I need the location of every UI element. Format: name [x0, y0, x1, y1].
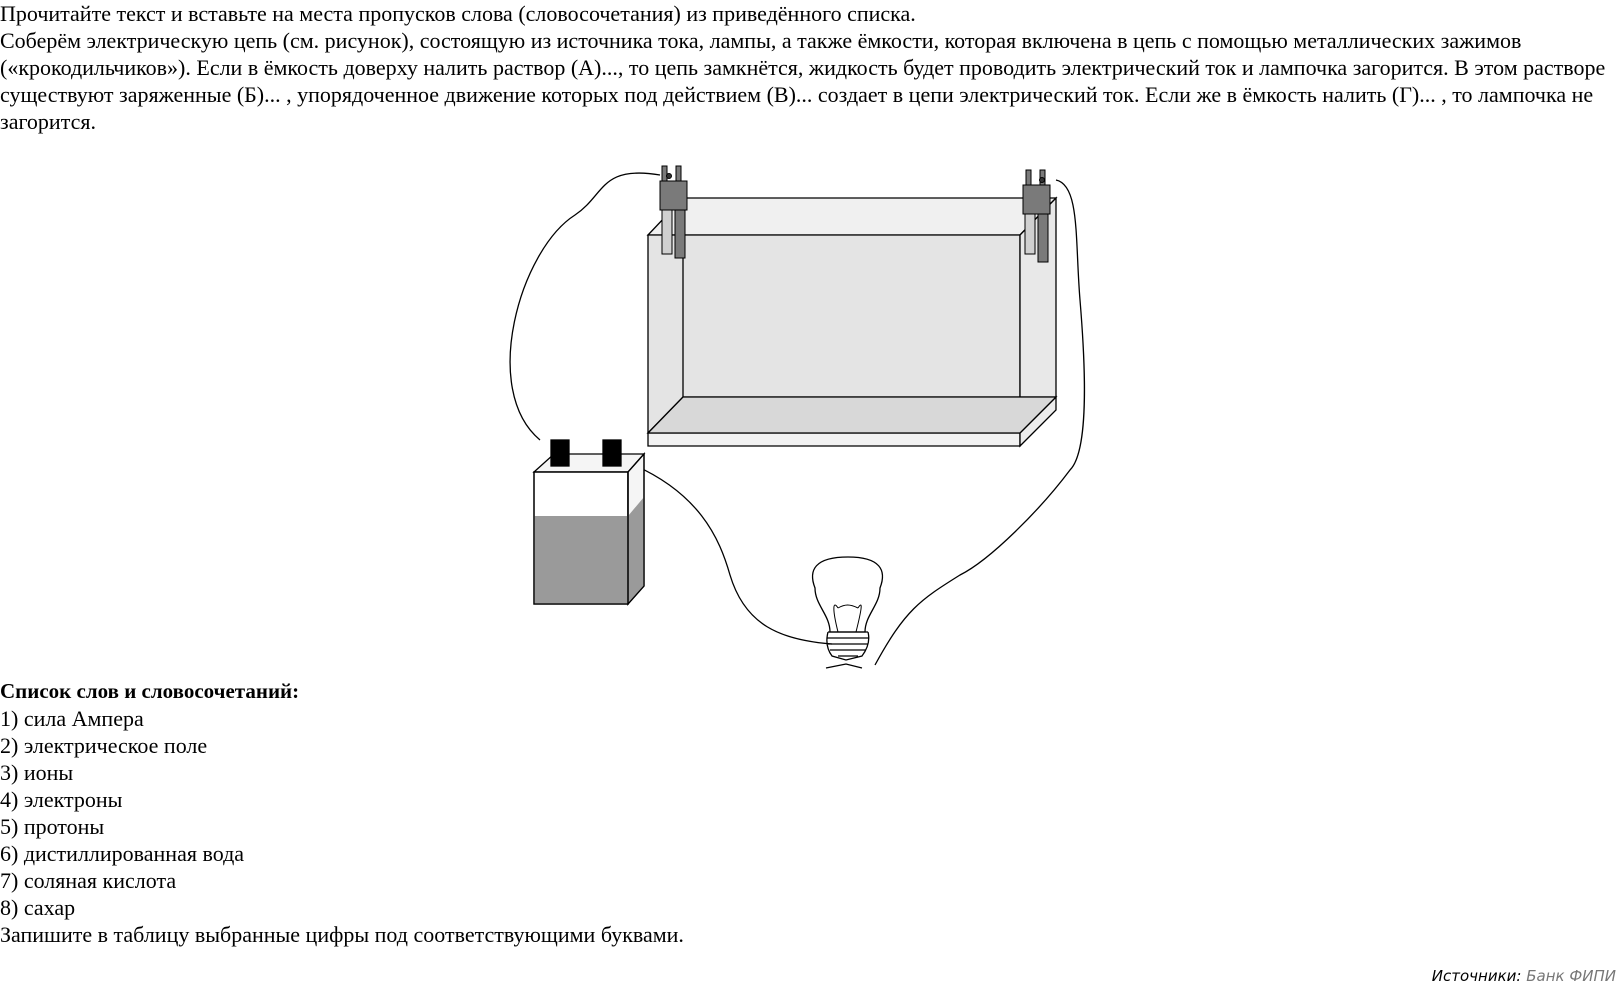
list-item: 3) ионы — [0, 760, 74, 785]
task-instruction: Прочитайте текст и вставьте на места пропусков слова (словосочетания) из приведённого списка. — [0, 1, 916, 26]
word-list-heading: Список слов и словосочетаний: — [0, 679, 300, 703]
source-label: Источники: — [1431, 967, 1522, 985]
closing-instruction: Запишите в таблицу выбранные цифры под соответствующими буквами. — [0, 922, 684, 947]
list-item: 4) электроны — [0, 787, 123, 812]
container — [648, 198, 1056, 446]
task-text — [0, 0, 1616, 135]
list-item: 2) электрическое поле — [0, 733, 208, 758]
list-item: 8) сахар — [0, 895, 76, 920]
wire-lamp-left — [622, 460, 832, 644]
word-list-items — [0, 705, 684, 921]
list-item: 6) дистиллированная вода — [0, 841, 245, 866]
lamp — [813, 557, 883, 668]
list-item: 7) соляная кислота — [0, 868, 177, 893]
battery — [534, 440, 644, 604]
source-line — [1432, 966, 1616, 986]
source-link[interactable]: Банк ФИПИ — [1526, 967, 1616, 985]
circuit-figure — [0, 140, 1616, 680]
wire-left — [510, 173, 660, 440]
task-paragraph: Соберём электрическую цепь (см. рисунок), состоящую из источника тока, лампы, а также ёмкости, которая включена в цепь с помощью металлических зажимов («крокодильчиков»). Если в ёмкость доверху налить раствор (А)..., то цепь замкнётся, жидкость будет проводить электрический ток и лампочка загорится. В этом растворе существуют заряженные (Б)... , упорядоченное движение которых под действием (В)... создает в цепи электрический ток. Если же в ёмкость налить (Г)... , то лампочка не загорится. — [0, 28, 1606, 134]
list-item: 5) протоны — [0, 814, 105, 839]
list-item: 1) сила Ампера — [0, 706, 144, 731]
circuit-diagram — [0, 140, 1616, 680]
word-list — [0, 678, 684, 948]
